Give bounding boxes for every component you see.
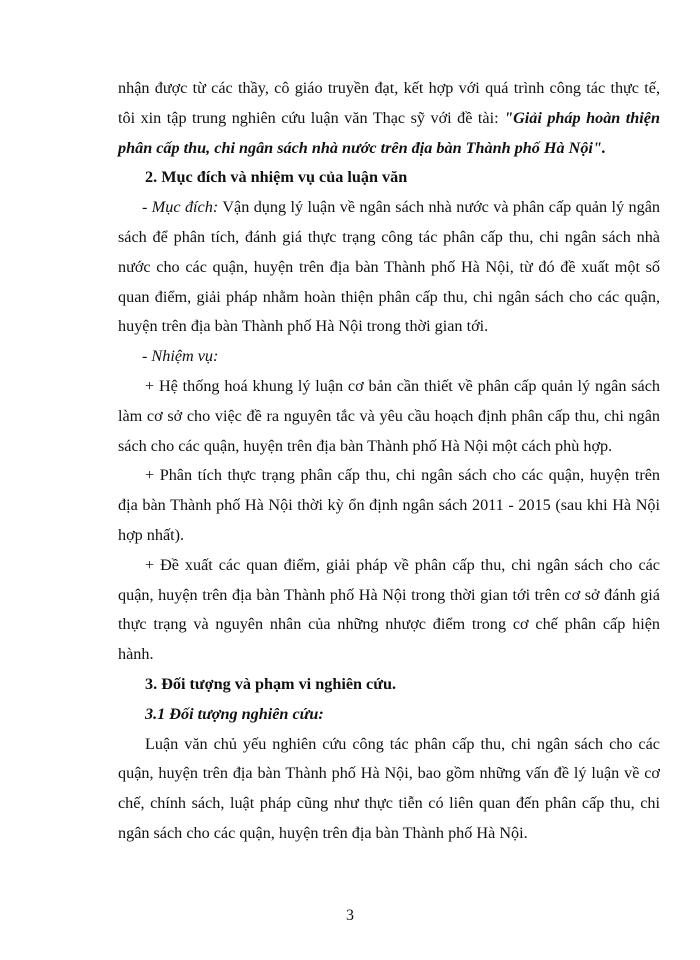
section-3-1-heading: 3.1 Đối tượng nghiên cứu:: [145, 704, 324, 723]
purpose-paragraph: [118, 193, 660, 342]
research-object-paragraph: Luận văn chủ yếu nghiên cứu công tác phân cấp thu, chi ngân sách cho các quận, huyện trên địa bàn Thành phố Hà Nội, bao gồm những vấn đề lý luận về cơ chế, chính sách, luật pháp cũng như thực tiễn có liên quan đến phân cấp thu, chi ngân sách cho các quận, huyện trên địa bàn Thành phố Hà Nội.: [118, 734, 660, 842]
purpose-label: - Mục đích:: [142, 198, 219, 217]
thesis-title: "Giải pháp hoàn thiện phân cấp thu, chi ngân sách nhà nước trên địa bàn Thành phố Hà Nội".: [118, 108, 660, 157]
section-3-heading: 3. Đối tượng và phạm vi nghiên cứu.: [145, 674, 397, 693]
intro-text: nhận được từ các thầy, cô giáo truyền đạt, kết hợp với quá trình công tác thực tế, tôi xin tập trung nghiên cứu luận văn Thạc sỹ với đề tài:: [118, 79, 660, 127]
intro-paragraph: [118, 74, 660, 163]
section-2-heading: 2. Mục đích và nhiệm vụ của luận văn: [145, 168, 408, 187]
tasks-label: - Nhiệm vụ:: [142, 347, 219, 366]
task-item-2: + Phân tích thực trạng phân cấp thu, chi ngân sách cho các quận, huyện trên địa bàn Thành phố Hà Nội thời kỳ ổn định ngân sách 2011 - 2015 (sau khi Hà Nội hợp nhất).: [118, 466, 660, 544]
page-number: 3: [346, 907, 354, 924]
task-item-1: + Hệ thống hoá khung lý luận cơ bản cần thiết về phân cấp quản lý ngân sách làm cơ sở cho việc đề ra nguyên tắc và yêu cầu hoạch định phân cấp thu, chi ngân sách cho các quận, huyện trên địa bàn Thành phố Hà Nội một cách phù hợp.: [118, 376, 660, 455]
task-item-3: + Đề xuất các quan điểm, giải pháp về phân cấp thu, chi ngân sách cho các quận, huyện trên địa bàn Thành phố Hà Nội trong thời gian tới trên cơ sở đánh giá thực trạng và nguyên nhân của những nhược điểm trong cơ chế phân cấp hiện hành.: [118, 555, 660, 664]
page-body: [118, 74, 660, 849]
purpose-text: Vận dụng lý luận về ngân sách nhà nước và phân cấp quản lý ngân sách để phân tích, đánh giá thực trạng công tác phân cấp thu, chi ngân sách nhà nước cho các quận, huyện trên địa bàn Thành phố Hà Nội, từ đó đề xuất một số quan điểm, giải pháp nhằm hoàn thiện phân cấp thu, chi ngân sách cho các quận, huyện trên địa bàn Thành phố Hà Nội trong thời gian tới.: [118, 198, 660, 336]
